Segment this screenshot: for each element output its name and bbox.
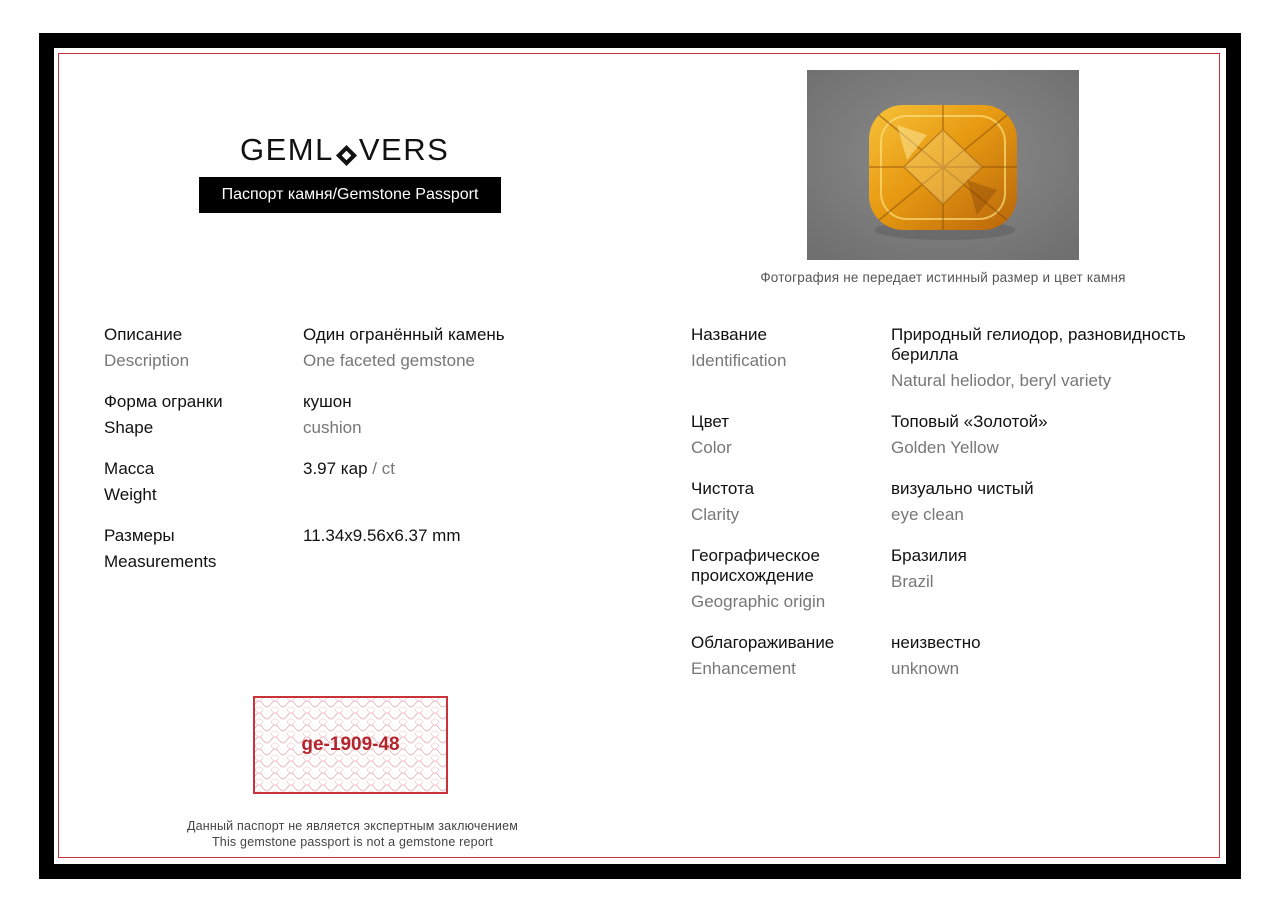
passport-number-stamp (253, 696, 448, 794)
measurements-label-en: Measurements (104, 552, 217, 571)
footer-note-en: This gemstone passport is not a gemstone report (211, 835, 494, 849)
identification-value-ru-line2: берилла (891, 345, 959, 364)
shape-value-ru: кушон (303, 392, 352, 411)
identification-label-ru: Название (691, 325, 767, 344)
enhancement-label-ru: Облагораживание (691, 633, 835, 652)
weight-label-ru: Масса (104, 459, 155, 478)
description-label-en: Description (104, 351, 190, 370)
color-label-en: Color (691, 438, 732, 457)
description-value-en: One faceted gemstone (303, 351, 476, 370)
color-value-en: Golden Yellow (891, 438, 999, 457)
origin-value-ru: Бразилия (891, 546, 967, 565)
enhancement-value-ru: неизвестно (891, 633, 981, 652)
shape-label-en: Shape (104, 418, 154, 437)
enhancement-value-en: unknown (891, 659, 960, 678)
weight-value-ru: 3.97 кар (303, 459, 368, 478)
enhancement-label-en: Enhancement (691, 659, 796, 678)
measurements-value: 11.34x9.56x6.37 mm (303, 526, 461, 545)
diamond-icon (335, 139, 358, 162)
clarity-value-ru: визуально чистый (891, 479, 1034, 498)
origin-label-en: Geographic origin (691, 592, 826, 611)
gemstone-photo (807, 70, 1079, 260)
description-label-ru: Описание (104, 325, 183, 344)
identification-value-ru-line1: Природный гелиодор, разновидность (891, 325, 1186, 344)
clarity-label-ru: Чистота (691, 479, 755, 498)
brand-name-right: VERS (358, 132, 450, 167)
weight-label-en: Weight (104, 485, 157, 504)
weight-unit-en: / ct (372, 459, 395, 478)
brand-logo (240, 133, 449, 167)
passport-number: ge-1909-48 (301, 734, 400, 755)
measurements-label-ru: Размеры (104, 526, 175, 545)
color-label-ru: Цвет (691, 412, 730, 431)
identification-value-en: Natural heliodor, beryl variety (891, 371, 1112, 390)
shape-value-en: cushion (303, 418, 362, 437)
origin-label-ru-line1: Географическое (691, 546, 820, 565)
origin-value-en: Brazil (891, 572, 934, 591)
weight-value (303, 459, 395, 479)
origin-label-ru-line2: происхождение (691, 566, 814, 585)
shape-label-ru: Форма огранки (104, 392, 223, 411)
footer-note-ru: Данный паспорт не является экспертным заключением (186, 819, 519, 833)
identification-label-en: Identification (691, 351, 787, 370)
description-value-ru: Один огранённый камень (303, 325, 505, 344)
clarity-label-en: Clarity (691, 505, 740, 524)
clarity-value-en: eye clean (891, 505, 964, 524)
passport-title-badge: Паспорт камня/Gemstone Passport (199, 177, 501, 213)
color-value-ru: Топовый «Золотой» (891, 412, 1048, 431)
brand-name-left: GEML (240, 132, 334, 167)
photo-disclaimer: Фотография не передает истинный размер и цвет камня (760, 270, 1126, 285)
